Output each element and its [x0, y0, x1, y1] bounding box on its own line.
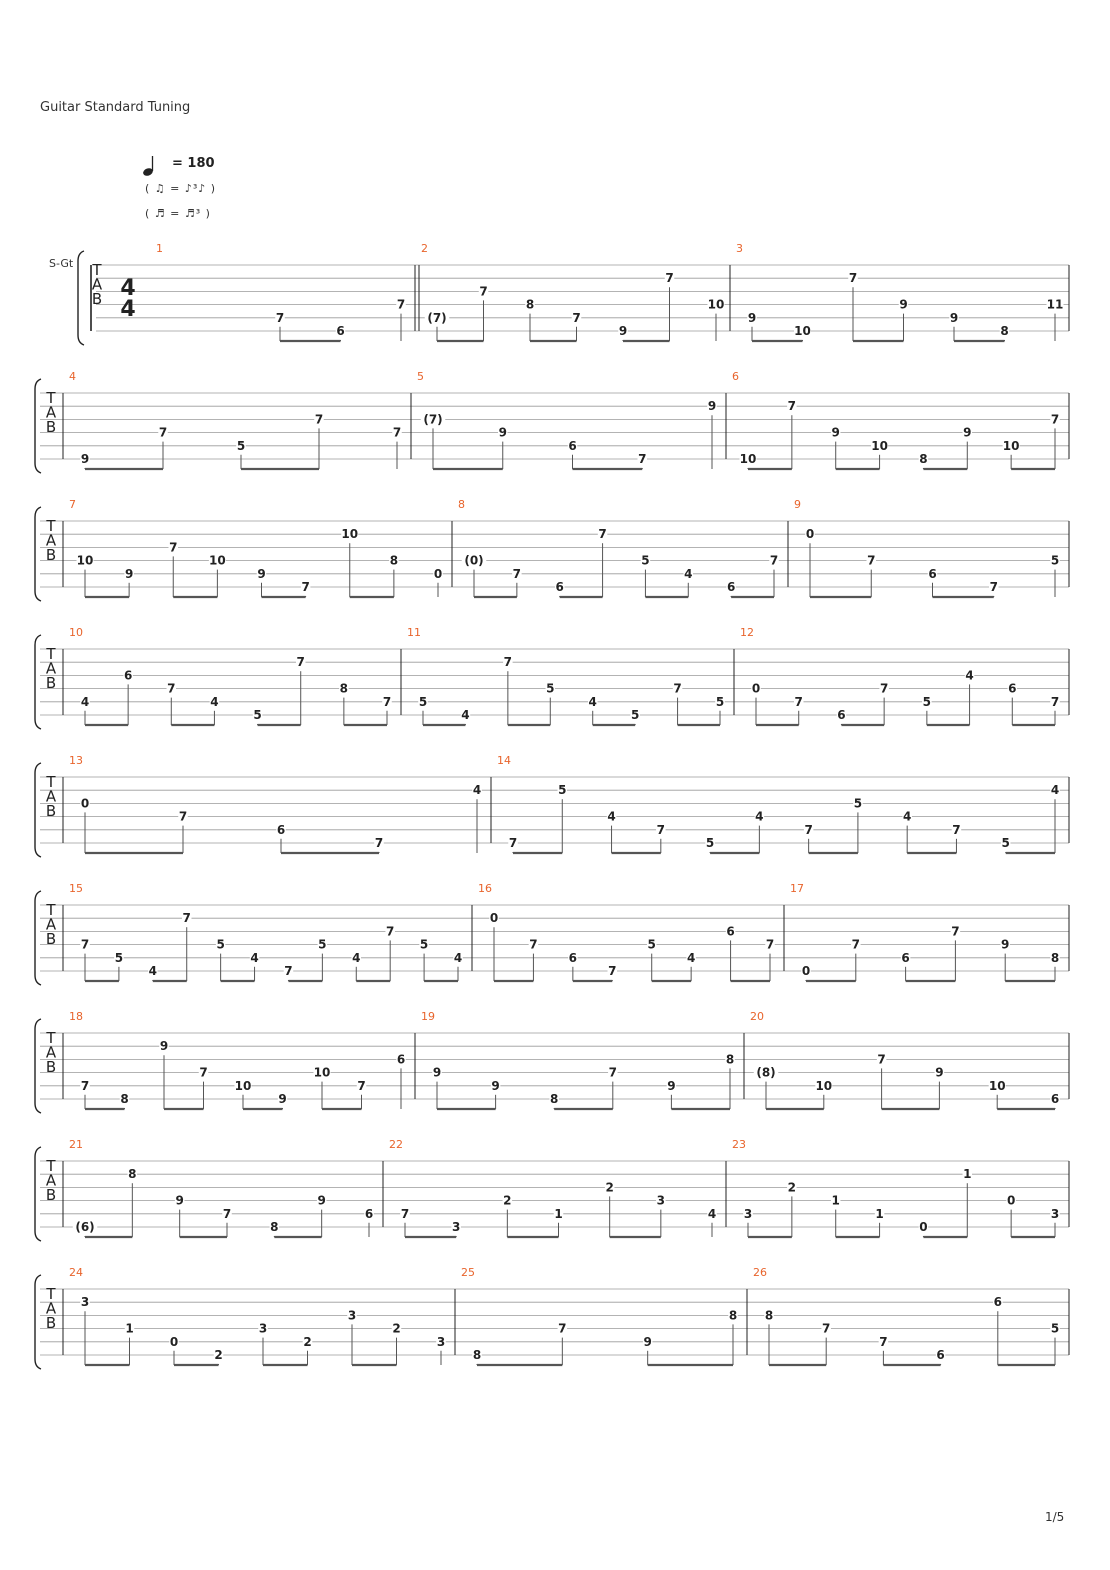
fret-number: 2 [392, 1321, 401, 1336]
time-signature-bottom: 4 [120, 297, 136, 322]
fret-number: 4 [588, 694, 597, 709]
tab-clef-letter: A [45, 403, 57, 422]
fret-number: 9 [491, 1078, 500, 1093]
measure-number: 14 [497, 754, 511, 767]
fret-number: 7 [851, 937, 860, 952]
fret-number: 4 [250, 950, 259, 965]
page-number: 1/5 [1045, 1510, 1065, 1524]
tab-clef-letter: A [45, 1171, 57, 1190]
fret-number: 1 [963, 1167, 972, 1182]
fret-number: 0 [919, 1220, 928, 1234]
fret-number: (0) [464, 553, 484, 568]
fret-number: (7) [423, 412, 443, 427]
fret-number: 8 [764, 1308, 774, 1323]
tab-clef-letter: B [45, 546, 57, 564]
fret-number: 2 [605, 1180, 614, 1195]
measure-number: 23 [732, 1138, 746, 1151]
fret-number: 10 [209, 553, 226, 568]
fret-number: 7 [951, 924, 960, 939]
measure-number: 1 [156, 242, 163, 255]
fret-number: 7 [503, 655, 513, 670]
fret-number: 1 [125, 1321, 134, 1336]
fret-number: 1 [554, 1206, 563, 1221]
fret-number: 9 [963, 425, 972, 440]
fret-number: 0 [805, 527, 815, 542]
fret-number: 5 [114, 950, 124, 965]
fret-number: 6 [123, 668, 133, 683]
fret-number: 0 [489, 911, 499, 926]
tab-clef-letter: B [91, 290, 103, 308]
tab-clef-letter: T [46, 1157, 56, 1175]
fret-number: 7 [558, 1321, 567, 1336]
fret-number: 4 [607, 809, 616, 824]
fret-number: 7 [879, 681, 889, 696]
fret-number: 7 [794, 694, 803, 709]
measure-number: 7 [69, 498, 76, 511]
fret-number: 6 [568, 438, 577, 453]
measure-number: 20 [750, 1010, 764, 1023]
fret-number: 7 [284, 964, 293, 978]
fret-number: 6 [928, 566, 937, 581]
fret-number: 6 [993, 1295, 1002, 1310]
fret-number: 5 [1001, 836, 1010, 850]
measure-number: 4 [69, 370, 76, 383]
fret-number: 7 [392, 425, 402, 440]
fret-number: 7 [769, 553, 779, 568]
fret-number: 3 [258, 1321, 268, 1336]
fret-number: 1 [875, 1206, 884, 1221]
time-signature-top: 4 [120, 276, 136, 301]
fret-number: 5 [216, 937, 225, 952]
fret-number: 7 [199, 1065, 208, 1080]
fret-number: 2 [214, 1348, 223, 1362]
fret-number: 4 [210, 694, 219, 709]
fret-number: 8 [120, 1092, 129, 1106]
fret-number: 4 [1050, 783, 1060, 798]
fret-number: 9 [432, 1065, 442, 1080]
fret-number: 0 [801, 964, 811, 978]
fret-number: 1 [831, 1193, 840, 1208]
measure-number: 2 [421, 242, 428, 255]
fret-number: 7 [314, 412, 324, 427]
fret-number: 4 [472, 783, 482, 798]
fret-number: 6 [726, 580, 736, 594]
fret-number: 8 [919, 452, 928, 466]
fret-number: 8 [128, 1167, 137, 1182]
fret-number: 9 [899, 297, 908, 312]
fret-number: 5 [418, 694, 428, 709]
measure-number: 18 [69, 1010, 83, 1023]
fret-number: 4 [352, 950, 361, 965]
measure-number: 15 [69, 882, 83, 895]
fret-number: 10 [234, 1078, 252, 1093]
fret-number: 7 [638, 452, 647, 466]
fret-number: 8 [725, 1052, 735, 1067]
fret-number: 3 [656, 1193, 666, 1208]
measure-number: 9 [794, 498, 801, 511]
fret-number: 5 [253, 708, 262, 722]
tab-clef-letter: A [91, 275, 103, 294]
fret-number: 6 [1008, 681, 1017, 696]
fret-number: 9 [124, 566, 134, 581]
fret-number: 7 [879, 1334, 888, 1349]
fret-number: 9 [80, 452, 90, 466]
fret-number: 9 [643, 1334, 652, 1349]
measure-number: 10 [69, 626, 83, 639]
fret-number: 6 [555, 580, 564, 594]
fret-number: 7 [357, 1078, 366, 1093]
fret-number: 6 [901, 950, 910, 965]
fret-number: 9 [175, 1193, 184, 1208]
fret-number: 9 [618, 324, 628, 338]
fret-number: 10 [739, 452, 757, 466]
fret-number: 7 [169, 540, 178, 555]
fret-number: 10 [815, 1078, 833, 1093]
fret-number: 9 [935, 1065, 944, 1080]
fret-number: 7 [673, 681, 682, 696]
fret-number: 6 [837, 708, 846, 722]
fret-number: 9 [1001, 937, 1010, 952]
fret-number: 9 [159, 1039, 169, 1054]
fret-number: 4 [707, 1206, 717, 1221]
fret-number: 9 [317, 1193, 326, 1208]
tab-clef-letter: A [45, 659, 57, 678]
measure-number: 19 [421, 1010, 435, 1023]
fret-number: 9 [747, 310, 757, 325]
fret-number: 7 [572, 310, 581, 325]
fret-number: 7 [275, 310, 285, 325]
fret-number: 7 [80, 1078, 90, 1093]
fret-number: 7 [877, 1052, 886, 1067]
fret-number: 7 [80, 937, 90, 952]
fret-number: 7 [1050, 412, 1060, 427]
fret-number: 5 [318, 937, 327, 952]
fret-number: 5 [1050, 1321, 1060, 1336]
fret-number: 6 [568, 950, 578, 965]
measure-number: 24 [69, 1266, 83, 1279]
fret-number: 7 [787, 399, 797, 414]
fret-number: 10 [988, 1078, 1006, 1093]
fret-number: 3 [436, 1334, 446, 1349]
fret-number: 5 [647, 937, 656, 952]
fret-number: 5 [630, 708, 640, 722]
fret-number: 7 [182, 911, 191, 926]
fret-number: 3 [1050, 1206, 1060, 1221]
fret-number: 3 [743, 1206, 753, 1221]
measure-number: 12 [740, 626, 754, 639]
fret-number: 6 [276, 822, 286, 837]
fret-number: 10 [76, 553, 94, 568]
fret-number: 9 [498, 425, 507, 440]
fret-number: 3 [347, 1308, 357, 1323]
measure-number: 6 [732, 370, 739, 383]
fret-number: 10 [794, 324, 811, 338]
tab-clef-letter: B [45, 802, 57, 820]
fret-number: 7 [301, 580, 310, 594]
fret-number: 11 [1046, 297, 1064, 312]
fret-number: 7 [382, 694, 392, 709]
fret-number: 5 [558, 783, 567, 798]
fret-number: 9 [949, 310, 959, 325]
measure-number: 26 [753, 1266, 767, 1279]
measure-number: 25 [461, 1266, 475, 1279]
fret-number: 4 [461, 708, 470, 722]
measure-number: 5 [417, 370, 424, 383]
fret-number: 3 [451, 1220, 461, 1234]
fret-number: 7 [848, 271, 858, 286]
measure-number: 17 [790, 882, 804, 895]
fret-number: 8 [525, 297, 535, 312]
fret-number: 9 [278, 1092, 287, 1106]
fret-number: 2 [787, 1180, 797, 1195]
swing-rule-sixteenths: ( ♬ = ♬³ ) [145, 207, 211, 220]
tab-clef-letter: T [46, 389, 56, 407]
fret-number: 7 [512, 566, 522, 581]
fret-number: 5 [641, 553, 650, 568]
tab-clef-letter: T [46, 1285, 56, 1303]
fret-number: 7 [989, 580, 998, 594]
fret-number: 6 [1050, 1092, 1060, 1106]
fret-number: 0 [433, 566, 443, 581]
fret-number: 7 [765, 937, 775, 952]
fret-number: 6 [364, 1206, 374, 1221]
fret-number: 6 [726, 924, 735, 939]
fret-number: 7 [158, 425, 168, 440]
fret-number: 4 [965, 668, 974, 683]
tab-clef-letter: A [45, 787, 57, 806]
fret-number: 4 [80, 694, 90, 709]
tab-clef-letter: A [45, 1043, 57, 1062]
fret-number: 7 [296, 655, 305, 670]
fret-number: 10 [871, 438, 888, 453]
tuning-label: Guitar Standard Tuning [40, 100, 191, 115]
fret-number: 0 [751, 681, 761, 696]
fret-number: 7 [222, 1206, 232, 1221]
fret-number: 7 [867, 553, 876, 568]
fret-number: 5 [705, 836, 715, 850]
tab-clef-letter: T [46, 901, 56, 919]
fret-number: 5 [1050, 553, 1060, 568]
fret-number: 8 [389, 553, 399, 568]
measure-number: 21 [69, 1138, 83, 1151]
fret-number: 7 [167, 681, 176, 696]
tab-clef-letter: B [45, 674, 57, 692]
system-bracket [78, 251, 84, 345]
fret-number: 7 [386, 924, 395, 939]
fret-number: 0 [1006, 1193, 1016, 1208]
fret-number: 8 [728, 1308, 738, 1323]
fret-number: 10 [1002, 438, 1020, 453]
fret-number: 9 [831, 425, 840, 440]
fret-number: 5 [715, 694, 725, 709]
fret-number: 9 [667, 1078, 676, 1093]
fret-number: 4 [684, 566, 693, 581]
fret-number: 9 [707, 399, 717, 414]
measure-number: 16 [478, 882, 492, 895]
measure-number: 8 [458, 498, 465, 511]
fret-number: 7 [529, 937, 538, 952]
fret-number: 2 [503, 1193, 512, 1208]
fret-number: 7 [598, 527, 607, 542]
fret-number: 10 [341, 527, 359, 542]
fret-number: 7 [508, 836, 518, 850]
fret-number: 7 [608, 964, 617, 978]
fret-number: 2 [303, 1334, 312, 1349]
fret-number: 8 [270, 1220, 279, 1234]
fret-number: 5 [853, 796, 863, 811]
fret-number: 7 [479, 284, 488, 299]
fret-number: 8 [339, 681, 349, 696]
measure-number: 13 [69, 754, 83, 767]
fret-number: 6 [396, 1052, 406, 1067]
fret-number: 5 [419, 937, 429, 952]
tab-clef-letter: T [92, 261, 102, 279]
fret-number: 7 [656, 822, 665, 837]
fret-number: 7 [665, 271, 674, 286]
instrument-name: S-Gt [49, 257, 74, 270]
fret-number: 0 [80, 796, 90, 811]
measure-number: 3 [736, 242, 743, 255]
fret-number: 7 [822, 1321, 831, 1336]
tab-clef-letter: T [46, 773, 56, 791]
fret-number: 5 [546, 681, 555, 696]
fret-number: 7 [396, 297, 406, 312]
fret-number: 4 [453, 950, 463, 965]
fret-number: 9 [257, 566, 266, 581]
fret-number: 10 [707, 297, 725, 312]
fret-number: 5 [922, 694, 932, 709]
tab-clef-letter: B [45, 418, 57, 436]
fret-number: 4 [686, 950, 696, 965]
fret-number: (6) [75, 1220, 95, 1234]
fret-number: 4 [755, 809, 764, 824]
tab-clef-letter: T [46, 1029, 56, 1047]
fret-number: 10 [313, 1065, 331, 1080]
measure-number: 11 [407, 626, 421, 639]
fret-number: 6 [936, 1348, 945, 1362]
fret-number: 0 [169, 1334, 179, 1349]
fret-number: 7 [374, 836, 384, 850]
tab-clef-letter: A [45, 915, 57, 934]
fret-number: 8 [550, 1092, 559, 1106]
fret-number: 7 [608, 1065, 617, 1080]
tab-clef-letter: B [45, 1186, 57, 1204]
fret-number: 3 [80, 1295, 90, 1310]
fret-number: 4 [148, 964, 157, 978]
fret-number: 6 [336, 324, 345, 338]
fret-number: (7) [427, 310, 447, 325]
fret-number: 4 [903, 809, 912, 824]
fret-number: 8 [472, 1348, 482, 1362]
fret-number: (8) [756, 1065, 776, 1080]
fret-number: 8 [1000, 324, 1009, 338]
tab-clef-letter: A [45, 531, 57, 550]
tab-clef-letter: B [45, 1058, 57, 1076]
swing-rule-eighths: ( ♫ = ♪³♪ ) [145, 182, 217, 195]
tempo-value: = 180 [172, 156, 215, 171]
tab-clef-letter: T [46, 517, 56, 535]
tab-clef-letter: A [45, 1299, 57, 1318]
fret-number: 7 [400, 1206, 410, 1221]
measure-number: 22 [389, 1138, 403, 1151]
fret-number: 5 [236, 438, 246, 453]
fret-number: 7 [952, 822, 961, 837]
fret-number: 7 [1050, 694, 1060, 709]
tab-clef-letter: T [46, 645, 56, 663]
fret-number: 8 [1050, 950, 1060, 965]
fret-number: 7 [178, 809, 188, 824]
tab-clef-letter: B [45, 930, 57, 948]
tab-clef-letter: B [45, 1314, 57, 1332]
fret-number: 7 [804, 822, 813, 837]
